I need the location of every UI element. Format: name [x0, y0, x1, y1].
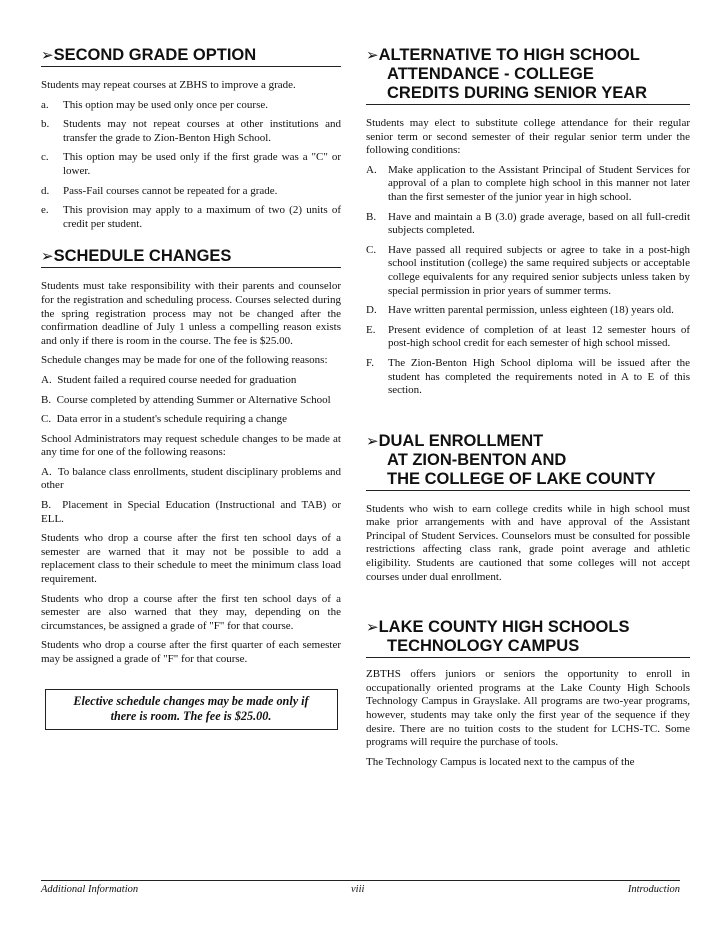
list-item: A. Make application to the Assistant Principal of Student Services for approval of a plan to complete high school in this manner not later than the first semester of the junior year in high school.: [366, 163, 690, 203]
alternative-attendance-heading: ➢ALTERNATIVE TO HIGH SCHOOL ATTENDANCE - COLLEGE CREDITS DURING SENIOR YEAR: [366, 46, 690, 105]
schedule-notice-box: [45, 689, 338, 730]
schedule-p4: Students who drop a course after the first ten school days of a semester are warned that it may not be possible to add a replacement class to their schedule to meet the minimum class load requirement.: [41, 532, 341, 586]
list-item: F. The Zion-Benton High School diploma will be issued after the student has completed the requirements noted in A to E of this section.: [366, 356, 690, 397]
notice-line: there is room. The fee is $25.00.: [110, 708, 272, 723]
list-item: a. This option may be used only once per course.: [41, 98, 268, 111]
schedule-p2: Schedule changes may be made for one of the following reasons:: [41, 354, 328, 367]
notice-line: Elective schedule changes may be made only if: [73, 693, 309, 708]
arrow-bullet-icon: ➢: [41, 46, 54, 64]
arrow-bullet-icon: ➢: [366, 431, 379, 450]
list-item: E. Present evidence of completion of at least 12 semester hours of post-high school credit for each semester of high school missed.: [366, 323, 690, 350]
list-item: d. Pass-Fail courses cannot be repeated for a grade.: [41, 184, 278, 197]
dual-enrollment-heading: ➢DUAL ENROLLMENT AT ZION-BENTON AND THE COLLEGE OF LAKE COUNTY: [366, 432, 690, 491]
list-item: A. Student failed a required course needed for graduation: [41, 373, 297, 386]
alt-intro: Students may elect to substitute college attendance for their regular senior term or second semester of their regular senior term under the following conditions:: [366, 117, 690, 157]
list-item: B. Placement in Special Education (Instructional and TAB) or ELL.: [41, 499, 342, 525]
schedule-p1: Students must take responsibility with their parents and counselor for the registration and scheduling process. Courses selected during the spring registration process may not be changed after the confirmation deadline of July 1 unless a compelling reason exists and only if there is room in the course. The fee is $25.00.: [41, 280, 341, 347]
right-column: [366, 46, 690, 769]
schedule-p6: Students who drop a course after the first quarter of each semester may be assigned a grade of "F" for that course.: [41, 639, 341, 665]
list-item: B. Course completed by attending Summer or Alternative School: [41, 393, 331, 406]
list-item: C. Data error in a student's schedule requiring a change: [41, 413, 288, 426]
schedule-p3: School Administrators may request schedule changes to be made at any time for one of the following reasons:: [41, 432, 341, 459]
dual-enrollment-text: Students who wish to earn college credits while in high school must make prior arrangements with and have approval of the Assistant Principal of Student Services. Counselors must be consulted for possible restrictions affecting class rank, grade point average and athletic eligibility. Students are cautioned that some colleges will not accept courses under dual enrollment.: [366, 502, 690, 583]
list-item: A. To balance class enrollments, student disciplinary problems and other: [41, 465, 342, 492]
schedule-p5: Students who drop a course after the first ten school days of a semester are also warned that they may, depending on the circumstances, be assigned a grade of "F" for that course.: [41, 592, 341, 632]
page-footer: [41, 880, 680, 898]
footer-section-label: Additional Information: [41, 884, 139, 895]
second-grade-list: [41, 99, 341, 232]
second-grade-heading: ➢SECOND GRADE OPTION: [41, 46, 341, 67]
schedule-changes-heading: ➢SCHEDULE CHANGES: [41, 247, 341, 268]
list-item: B. Have and maintain a B (3.0) grade average, based on all full-credit subjects completed.: [366, 210, 690, 237]
arrow-bullet-icon: ➢: [366, 46, 379, 64]
alt-conditions-list: [366, 164, 690, 398]
second-grade-intro: Students may repeat courses at ZBHS to improve a grade.: [41, 79, 296, 91]
technology-campus-heading: ➢LAKE COUNTY HIGH SCHOOLS TECHNOLOGY CAMPUS: [366, 618, 690, 658]
list-item: c. This option may be used only if the first grade was a "C" or lower.: [41, 151, 341, 177]
list-item: b. Students may not repeat courses at other institutions and transfer the grade to Zion-Benton High School.: [41, 118, 341, 144]
technology-campus-p1: ZBTHS offers juniors or seniors the opportunity to enroll in occupationally oriented programs at the Lake County High Schools Technology Campus in Grayslake. All programs are two-year programs, however, students may take only the first year of the sequence if they desire. There are no tuition costs to the student for LCHS-TC. Some programs will require the purchase of tools.: [366, 668, 690, 749]
arrow-bullet-icon: ➢: [41, 247, 54, 266]
technology-campus-p2: The Technology Campus is located next to the campus of the: [366, 755, 635, 768]
left-column: [41, 46, 341, 730]
list-item: D. Have written parental permission, unless eighteen (18) years old.: [366, 304, 674, 317]
list-item: C. Have passed all required subjects or agree to take in a post-high school institution (college) the same required subjects or acceptable college equivalents for any required senior subjects unless taken by special permission in prior years of summer terms.: [366, 243, 690, 297]
list-item: e. This provision may apply to a maximum of two (2) units of credit per student.: [41, 204, 341, 230]
arrow-bullet-icon: ➢: [366, 618, 379, 637]
page-number: viii: [351, 884, 365, 895]
footer-chapter-label: Introduction: [627, 884, 680, 895]
